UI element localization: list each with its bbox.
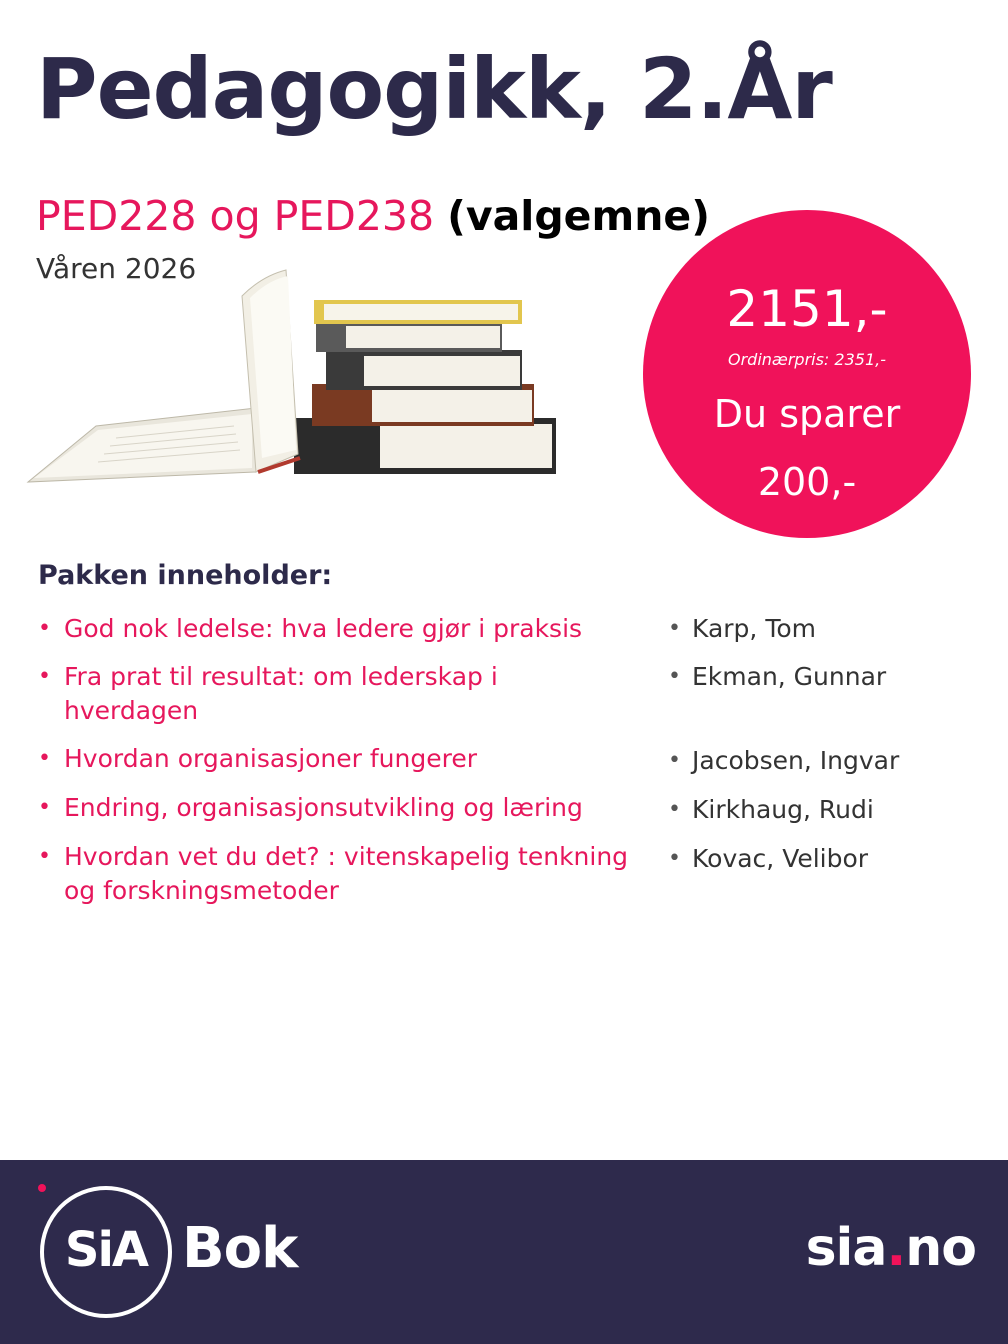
list-item: • Endring, organisasjonsutvikling og læring [38, 791, 638, 825]
list-item: • God nok ledelse: hva ledere gjør i praksis [38, 612, 638, 646]
book-stack-icon [294, 300, 556, 474]
site-link[interactable] [806, 1218, 976, 1278]
price-current: 2151,- [726, 280, 888, 338]
page-title: Pedagogikk, 2.År [36, 40, 832, 138]
price-badge [643, 210, 971, 538]
semester: Våren 2026 [36, 252, 197, 285]
logo-wordmark: Bok [182, 1216, 298, 1281]
list-item: • Karp, Tom [668, 612, 988, 646]
book-list [38, 612, 638, 908]
savings-amount: 200,- [757, 460, 857, 504]
contents-heading: Pakken inneholder: [38, 560, 333, 591]
course-note: (valgemne) [447, 192, 710, 240]
savings-label: Du sparer [713, 392, 901, 436]
course-codes: PED228 og PED238 [36, 192, 435, 240]
list-item: • Fra prat til resultat: om lederskap i hverdagen [38, 660, 638, 728]
list-item: • Kirkhaug, Rudi [668, 793, 988, 827]
list-item: • Jacobsen, Ingvar [668, 744, 988, 778]
author-list [668, 612, 988, 876]
list-item: • Ekman, Gunnar [668, 660, 988, 694]
footer [0, 1160, 1008, 1344]
open-book-icon [28, 270, 300, 482]
books-illustration [24, 268, 564, 498]
list-item: • Kovac, Velibor [668, 842, 988, 876]
site-name: sia [805, 1218, 887, 1278]
list-item: • Hvordan organisasjoner fungerer [38, 742, 638, 776]
sia-logo[interactable] [40, 1186, 172, 1318]
site-tld: no [905, 1218, 976, 1278]
price-ordinary: Ordinærpris: 2351,- [728, 350, 886, 369]
logo-mark: SiA [64, 1222, 148, 1278]
logo-dot-icon [38, 1184, 46, 1192]
site-dot: . [886, 1218, 906, 1278]
list-item: • Hvordan vet du det? : vitenskapelig tenkning og forskningsmetoder [38, 840, 638, 908]
course-subtitle [36, 192, 710, 240]
